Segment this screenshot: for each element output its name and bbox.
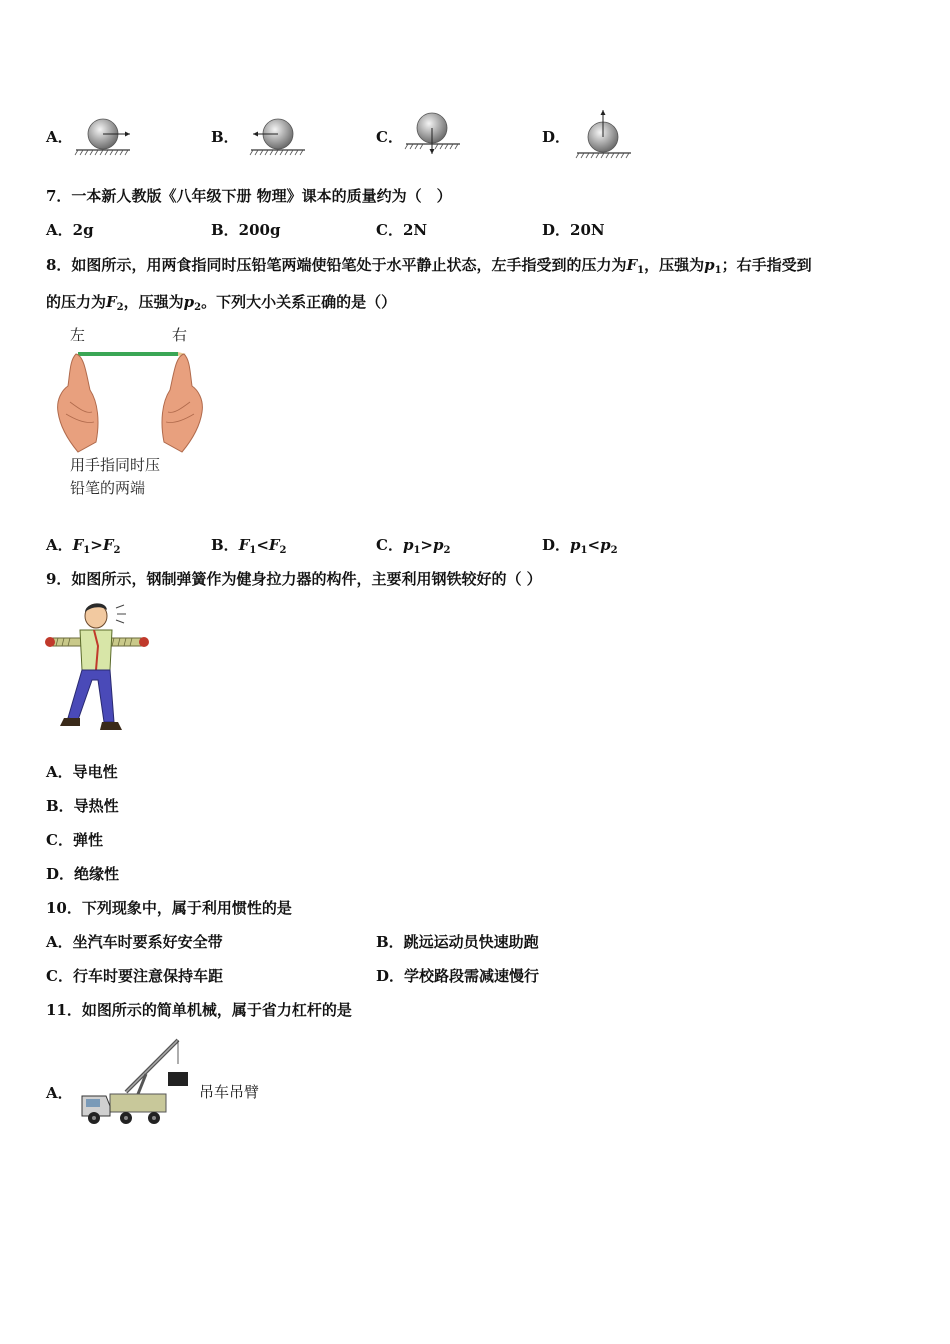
q8-option-label: C． bbox=[376, 536, 403, 554]
q8-var-f: F bbox=[102, 536, 114, 554]
q8-text: ，压强为 bbox=[123, 293, 184, 311]
q8-var-p: p bbox=[570, 536, 581, 554]
q8-pencil-figure bbox=[56, 322, 206, 507]
q8-var-f: F bbox=[238, 536, 250, 554]
q8-text: 8．如图所示，用两食指同时压铅笔两端使铅笔处于水平静止状态，左手指受到的压力为 bbox=[46, 256, 627, 274]
q6-option-d-label: D． bbox=[542, 128, 571, 146]
q10-option-d: D．学校路段需减速慢行 bbox=[376, 967, 540, 985]
q6-option-c-figure bbox=[402, 108, 464, 160]
q8-option-label: B． bbox=[211, 536, 239, 554]
q8-var-f: F bbox=[626, 256, 638, 274]
q10-option-c: C．行车时要注意保持车距 bbox=[46, 967, 223, 985]
q8-stem-line1 bbox=[46, 255, 812, 281]
q8-fig-caption-line2: 铅笔的两端 bbox=[70, 479, 146, 497]
q8-op: < bbox=[256, 536, 269, 554]
q11-option-a-caption: 吊车吊臂 bbox=[199, 1083, 260, 1101]
q8-fig-caption-line1: 用手指同时压 bbox=[70, 456, 161, 474]
q8-option-d bbox=[542, 535, 618, 561]
q9-stem: 9．如图所示，钢制弹簧作为健身拉力器的构件，主要利用钢铁较好的（ ） bbox=[46, 570, 542, 588]
q8-op: > bbox=[420, 536, 433, 554]
q8-var-p: p bbox=[183, 293, 195, 311]
q8-fig-right-label: 右 bbox=[172, 326, 188, 344]
q8-text: 。下列大小关系正确的是（） bbox=[201, 293, 397, 311]
spring-exerciser-person-icon bbox=[44, 600, 150, 738]
q10-option-b: B．跳远运动员快速助跑 bbox=[376, 933, 539, 951]
q8-option-a bbox=[46, 535, 120, 561]
q7-option-c: C．2N bbox=[376, 221, 428, 239]
crane-truck-icon bbox=[76, 1034, 194, 1126]
q8-op: > bbox=[90, 536, 103, 554]
q7-option-d: D．20N bbox=[542, 221, 605, 239]
q9-option-c: C．弹性 bbox=[46, 831, 103, 849]
q8-stem-line2 bbox=[46, 292, 396, 318]
q6-option-a-figure bbox=[72, 112, 134, 160]
q6-option-c-label: C． bbox=[376, 128, 403, 146]
q6-option-d-figure bbox=[573, 106, 635, 162]
q11-option-a-label: A． bbox=[46, 1084, 73, 1102]
q8-sub: 1 bbox=[83, 545, 91, 556]
q6-option-b-figure bbox=[247, 112, 309, 160]
q8-var-f: F bbox=[268, 536, 280, 554]
q8-sub: 1 bbox=[580, 545, 588, 556]
q10-option-a: A．坐汽车时要系好安全带 bbox=[46, 933, 223, 951]
q9-option-b: B．导热性 bbox=[46, 797, 119, 815]
q8-var-p: p bbox=[433, 536, 444, 554]
q8-option-b bbox=[211, 535, 287, 561]
q9-option-d: D．绝缘性 bbox=[46, 865, 120, 883]
q8-var-p: p bbox=[402, 536, 414, 554]
q8-var-p: p bbox=[704, 256, 715, 274]
q6-option-b-label: B． bbox=[211, 128, 239, 146]
q8-text: 的压力为 bbox=[46, 293, 107, 311]
q7-stem: 7．一本新人教版《八年级下册 物理》课本的质量约为（ ） bbox=[46, 187, 452, 205]
q8-sub: 2 bbox=[610, 545, 618, 556]
q11-stem: 11．如图所示的简单机械，属于省力杠杆的是 bbox=[46, 1001, 352, 1019]
hands-pencil-icon bbox=[56, 342, 206, 457]
q8-sub: 2 bbox=[443, 545, 451, 556]
q8-sub: 2 bbox=[194, 302, 202, 313]
q8-sub: 1 bbox=[413, 545, 421, 556]
q8-option-label: A． bbox=[46, 536, 73, 554]
q8-sub: 1 bbox=[714, 265, 722, 276]
q8-var-f: F bbox=[72, 536, 84, 554]
q8-text: ；右手指受到 bbox=[721, 256, 812, 274]
q8-var-f: F bbox=[106, 293, 117, 311]
q8-sub: 1 bbox=[249, 545, 257, 556]
q6-option-a-label: A． bbox=[46, 128, 73, 146]
q8-var-p: p bbox=[600, 536, 611, 554]
q8-option-c bbox=[376, 535, 450, 561]
q8-sub: 1 bbox=[637, 265, 645, 276]
q8-sub: 2 bbox=[113, 545, 121, 556]
q9-option-a: A．导电性 bbox=[46, 763, 118, 781]
q10-stem: 10．下列现象中，属于利用惯性的是 bbox=[46, 899, 292, 917]
q8-text: ，压强为 bbox=[644, 256, 705, 274]
q8-fig-left-label: 左 bbox=[70, 326, 86, 344]
q7-option-b: B．200g bbox=[211, 221, 281, 239]
q8-sub: 2 bbox=[116, 302, 124, 313]
q7-option-a: A．2g bbox=[46, 221, 94, 239]
q8-option-label: D． bbox=[542, 536, 571, 554]
q8-op: < bbox=[587, 536, 601, 554]
q8-sub: 2 bbox=[279, 545, 287, 556]
